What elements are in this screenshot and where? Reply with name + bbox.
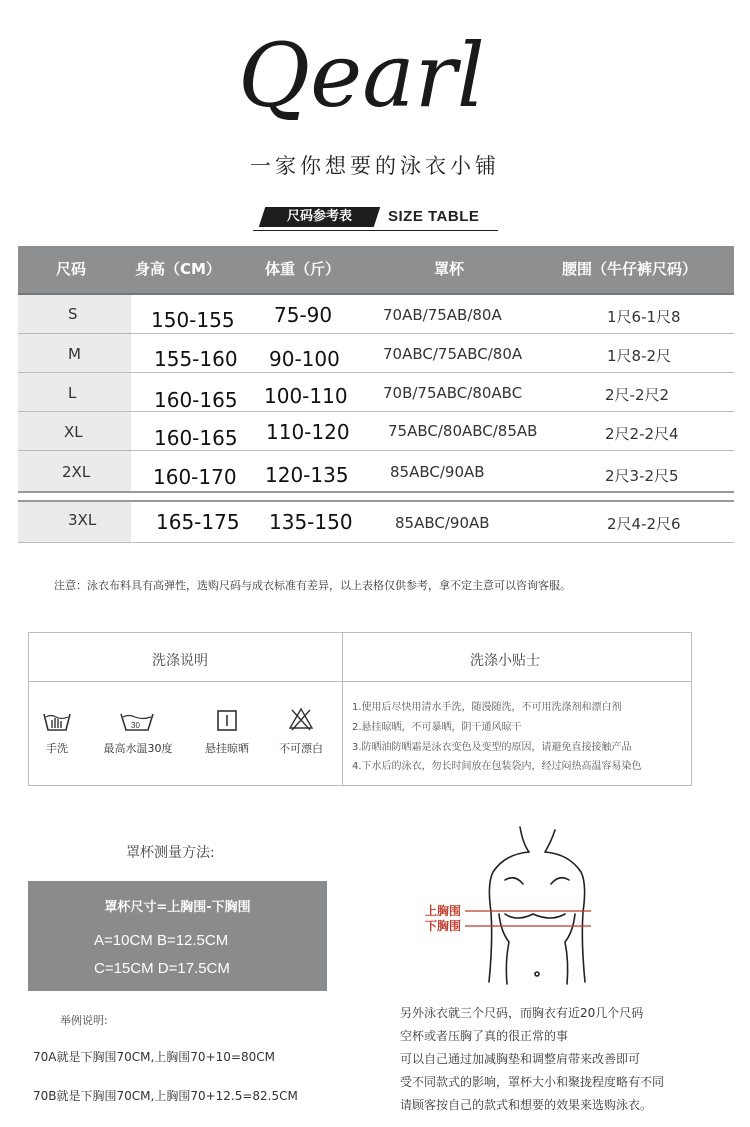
table-row <box>18 373 734 412</box>
cup-cell: 70ABC/75ABC/80A <box>383 345 523 363</box>
cup-formula: 罩杯尺寸=上胸围-下胸围 <box>104 900 251 915</box>
height-cell: 160-165 <box>154 426 238 450</box>
size-advice-line: 空杯或者压胸了真的很正常的事 <box>400 1029 569 1043</box>
size-cell: 3XL <box>68 511 97 529</box>
size-cell: S <box>68 305 78 323</box>
tip-item: 3.防晒油防晒霜是泳衣变色及变型的原因，请避免直接接触产品 <box>352 742 632 753</box>
size-cell: 2XL <box>62 463 91 481</box>
size-table-header <box>18 246 734 295</box>
height-cell: 150-155 <box>151 308 235 332</box>
upper-bust-label: 上胸围 <box>425 904 462 918</box>
tip-item: 2.悬挂晾晒，不可暴晒，阴干通风晾干 <box>352 722 522 733</box>
example-title: 举例说明: <box>60 1014 108 1027</box>
example-line: 70A就是下胸围70CM,上胸围70+10=80CM <box>33 1050 275 1064</box>
size-cell: XL <box>64 423 83 441</box>
header-height: 身高（CM） <box>135 260 221 278</box>
no-bleach-label: 不可漂白 <box>279 742 323 755</box>
washing-tips-title: 洗涤小贴士 <box>470 653 540 669</box>
waist-cell: 2尺4-2尺6 <box>607 515 681 533</box>
table-row <box>18 500 734 543</box>
tip-item: 4.下水后的泳衣，勿长时间放在包装袋内，经过闷热高温容易染色 <box>352 761 642 772</box>
under-bust-label: 下胸围 <box>425 919 462 933</box>
header-weight: 体重（斤） <box>265 260 341 278</box>
table-row <box>18 334 734 373</box>
height-cell: 155-160 <box>154 347 238 371</box>
cup-cell: 75ABC/80ABC/85AB <box>388 422 538 440</box>
weight-cell: 75-90 <box>274 303 333 327</box>
table-row <box>18 412 734 451</box>
size-note: 注意：泳衣布料具有高弹性，选购尺码与成衣标准有差异，以上表格仅供参考，拿不定主意可以咨询客服。 <box>54 579 571 592</box>
waist-cell: 2尺-2尺2 <box>605 386 670 404</box>
size-advice-line: 可以自己通过加减胸垫和调整肩带来改善即可 <box>400 1052 641 1066</box>
table-row <box>18 295 734 334</box>
divider <box>342 632 343 785</box>
brand-tagline: 一家你想要的泳衣小铺 <box>250 154 500 178</box>
cup-cell: 70AB/75AB/80A <box>383 306 502 324</box>
example-line: 70B就是下胸围70CM,上胸围70+12.5=82.5CM <box>33 1089 298 1103</box>
waist-cell: 1尺6-1尺8 <box>607 308 681 326</box>
waist-cell: 2尺3-2尺5 <box>605 467 679 485</box>
cup-cell: 85ABC/90AB <box>395 514 490 532</box>
no-bleach-icon <box>288 706 314 732</box>
size-advice-line: 另外泳衣就三个尺码，而胸衣有近20几个尺码 <box>400 1006 644 1020</box>
height-cell: 160-165 <box>154 388 238 412</box>
max-temp-30-icon <box>119 708 155 732</box>
waist-cell: 2尺2-2尺4 <box>605 425 679 443</box>
header-cup: 罩杯 <box>434 260 465 278</box>
cup-values-line: C=15CM D=17.5CM <box>94 960 230 977</box>
height-cell: 165-175 <box>156 510 240 534</box>
height-cell: 160-170 <box>153 465 237 489</box>
cup-values-line: A=10CM B=12.5CM <box>94 932 229 949</box>
size-cell: M <box>68 345 81 363</box>
hang-dry-icon <box>216 708 238 732</box>
waist-cell: 1尺8-2尺 <box>607 347 672 365</box>
header-waist: 腰围（牛仔裤尺码） <box>562 260 698 278</box>
hang-dry-label: 悬挂晾晒 <box>205 742 249 755</box>
divider <box>28 681 691 682</box>
weight-cell: 120-135 <box>265 463 349 487</box>
cup-cell: 85ABC/90AB <box>390 463 485 481</box>
header-size: 尺码 <box>56 260 87 278</box>
tip-item: 1.使用后尽快用清水手洗，随漫随洗，不可用洗涤剂和漂白剂 <box>352 702 622 713</box>
svg-text:30: 30 <box>131 721 140 730</box>
size-table-title-en: SIZE TABLE <box>388 208 480 225</box>
max-temp-label: 最高水温30度 <box>103 742 173 755</box>
table-row <box>18 451 734 493</box>
hand-wash-label: 手洗 <box>46 742 68 755</box>
size-advice-line: 受不同款式的影响，罩杯大小和聚拢程度略有不同 <box>400 1075 665 1089</box>
title-underline <box>253 230 498 231</box>
svg-text:Qearl: Qearl <box>238 24 485 127</box>
weight-cell: 135-150 <box>269 510 353 534</box>
weight-cell: 100-110 <box>264 384 348 408</box>
cup-measure-title: 罩杯测量方法: <box>126 845 215 861</box>
hand-wash-icon <box>42 708 72 732</box>
cup-cell: 70B/75ABC/80ABC <box>383 384 523 402</box>
brand-logo <box>230 18 530 128</box>
size-advice-line: 请顾客按自己的款式和想要的效果来选购泳衣。 <box>400 1098 653 1112</box>
size-cell: L <box>68 384 77 402</box>
weight-cell: 90-100 <box>269 347 340 371</box>
size-table-title-cn: 尺码参考表 <box>286 209 352 224</box>
weight-cell: 110-120 <box>266 420 350 444</box>
washing-instructions-title: 洗涤说明 <box>152 653 208 669</box>
